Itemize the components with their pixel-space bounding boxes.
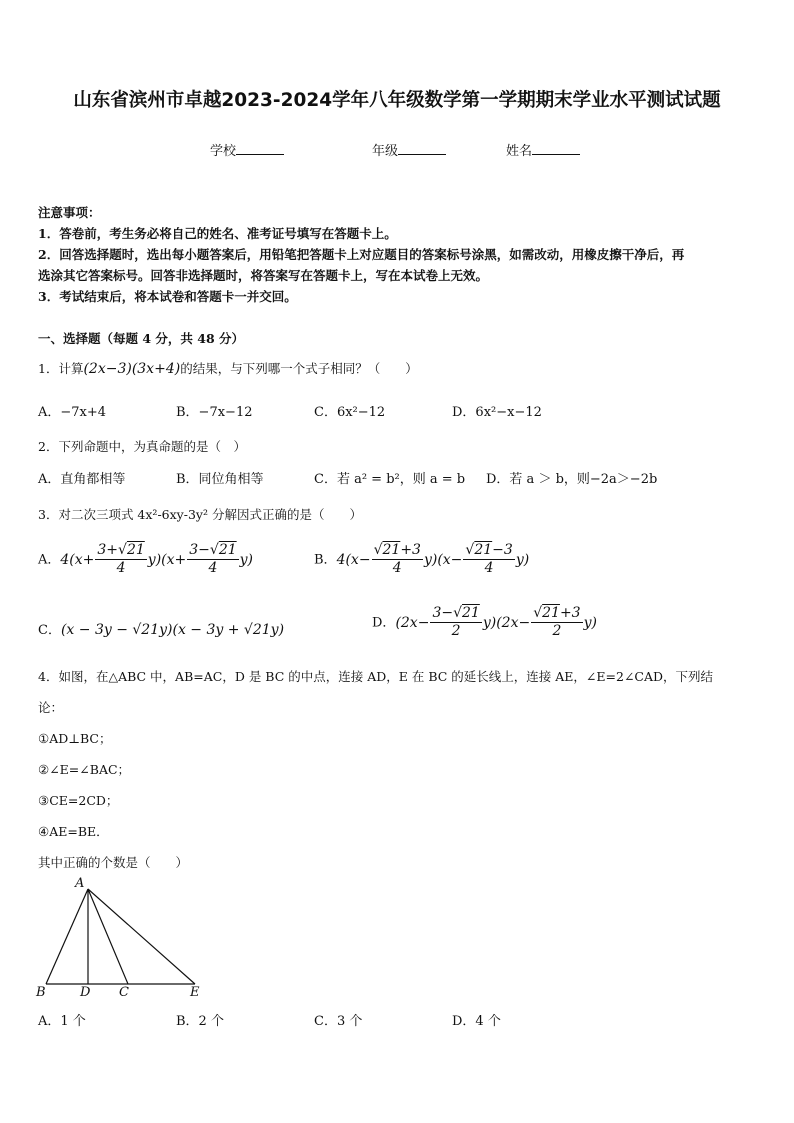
question-4: 4．如图，在△ABC 中，AB=AC，D 是 BC 的中点，连接 AD，E 在 BC 的延长线上，连接 AE，∠E=2∠CAD，下列结 [38,669,714,684]
q4-option-c[interactable]: C．3 个 [314,1014,363,1029]
page-title: 山东省滨州市卓越2023-2024学年八年级数学第一学期期末学业水平测试试题 [73,90,721,111]
q3-option-a[interactable]: A．4(x+ $\frac{3+√21}{4}$ y)(x+ $\frac{3-√21}{4}$ y) [38,542,254,576]
notice-item: 2．回答选择题时，选出每小题答案后，用铅笔把答题卡上对应题目的答案标号涂黑，如需改动，用橡皮擦干净后，再 [38,247,685,262]
segment-ab [46,889,88,984]
question-1: 1．计算(2x−3)(3x+4)的结果，与下列哪一个式子相同？（ ） [38,361,418,377]
q1-option-c[interactable]: C．6x²−12 [314,405,386,420]
question-2: 2．下列命题中，为真命题的是（ ） [38,439,246,454]
q2-option-b[interactable]: B．同位角相等 [176,472,264,487]
label-a: A [75,876,85,891]
triangle-figure [30,874,210,1004]
question-4-cont: 论： [38,700,64,715]
q2-option-c[interactable]: C．若 a² = b²，则 a = b [314,472,466,487]
q1-option-b[interactable]: B．−7x−12 [176,405,253,420]
q4-conclusion: ①AD⊥BC； [38,731,112,746]
q2-option-d[interactable]: D．若 a ＞ b，则−2a＞−2b [486,472,658,487]
q2-option-a[interactable]: A．直角都相等 [38,472,126,487]
label-c: C [119,985,129,1000]
q3-option-d[interactable]: D．(2x− $\frac{3-√21}{2}$ y)(2x− $\frac{√21+3}{2}$ y) [372,605,597,639]
section-heading: 一、选择题（每题 4 分，共 48 分） [38,331,245,346]
q4-option-b[interactable]: B．2 个 [176,1014,224,1029]
label-e: E [190,985,200,1000]
notice-item: 1．答卷前，考生务必将自己的姓名、准考证号填写在答题卡上。 [38,226,397,241]
q3-option-c[interactable]: C．(x − 3y − √21y)(x − 3y + √21y) [38,622,285,638]
q1-expression: (2x−3)(3x+4) [83,361,181,377]
q4-conclusion: ③CE=2CD； [38,793,119,808]
q1-option-d[interactable]: D．6x²−x−12 [452,405,542,420]
question-3: 3．对二次三项式 4x²-6xy-3y² 分解因式正确的是（ ） [38,507,362,522]
segment-ae [88,889,195,984]
segment-ac [88,889,128,984]
grade-field[interactable] [372,140,446,159]
q4-conclusion: ②∠E=∠BAC； [38,762,131,777]
name-label: 姓名 [506,144,533,159]
grade-label: 年级 [372,144,399,159]
q4-option-a[interactable]: A．1 个 [38,1014,86,1029]
label-b: B [36,985,46,1000]
school-label: 学校 [210,144,237,159]
school-field[interactable] [210,140,284,159]
q4-question: 其中正确的个数是（ ） [38,855,189,870]
q3-option-b[interactable]: B．4(x− $\frac{√21+3}{4}$ y)(x− $\frac{√21-3}{4}$ y) [314,542,530,576]
label-d: D [80,985,91,1000]
q1-option-a[interactable]: A．−7x+4 [38,405,107,420]
q4-conclusion: ④AE=BE． [38,824,109,839]
name-field[interactable] [506,140,580,159]
notice-item: 选涂其它答案标号。回答非选择题时，将答案写在答题卡上，写在本试卷上无效。 [38,268,489,283]
notice-item: 3．考试结束后，将本试卷和答题卡一并交回。 [38,289,297,304]
notice-heading: 注意事项： [38,205,101,220]
q4-option-d[interactable]: D．4 个 [452,1014,501,1029]
